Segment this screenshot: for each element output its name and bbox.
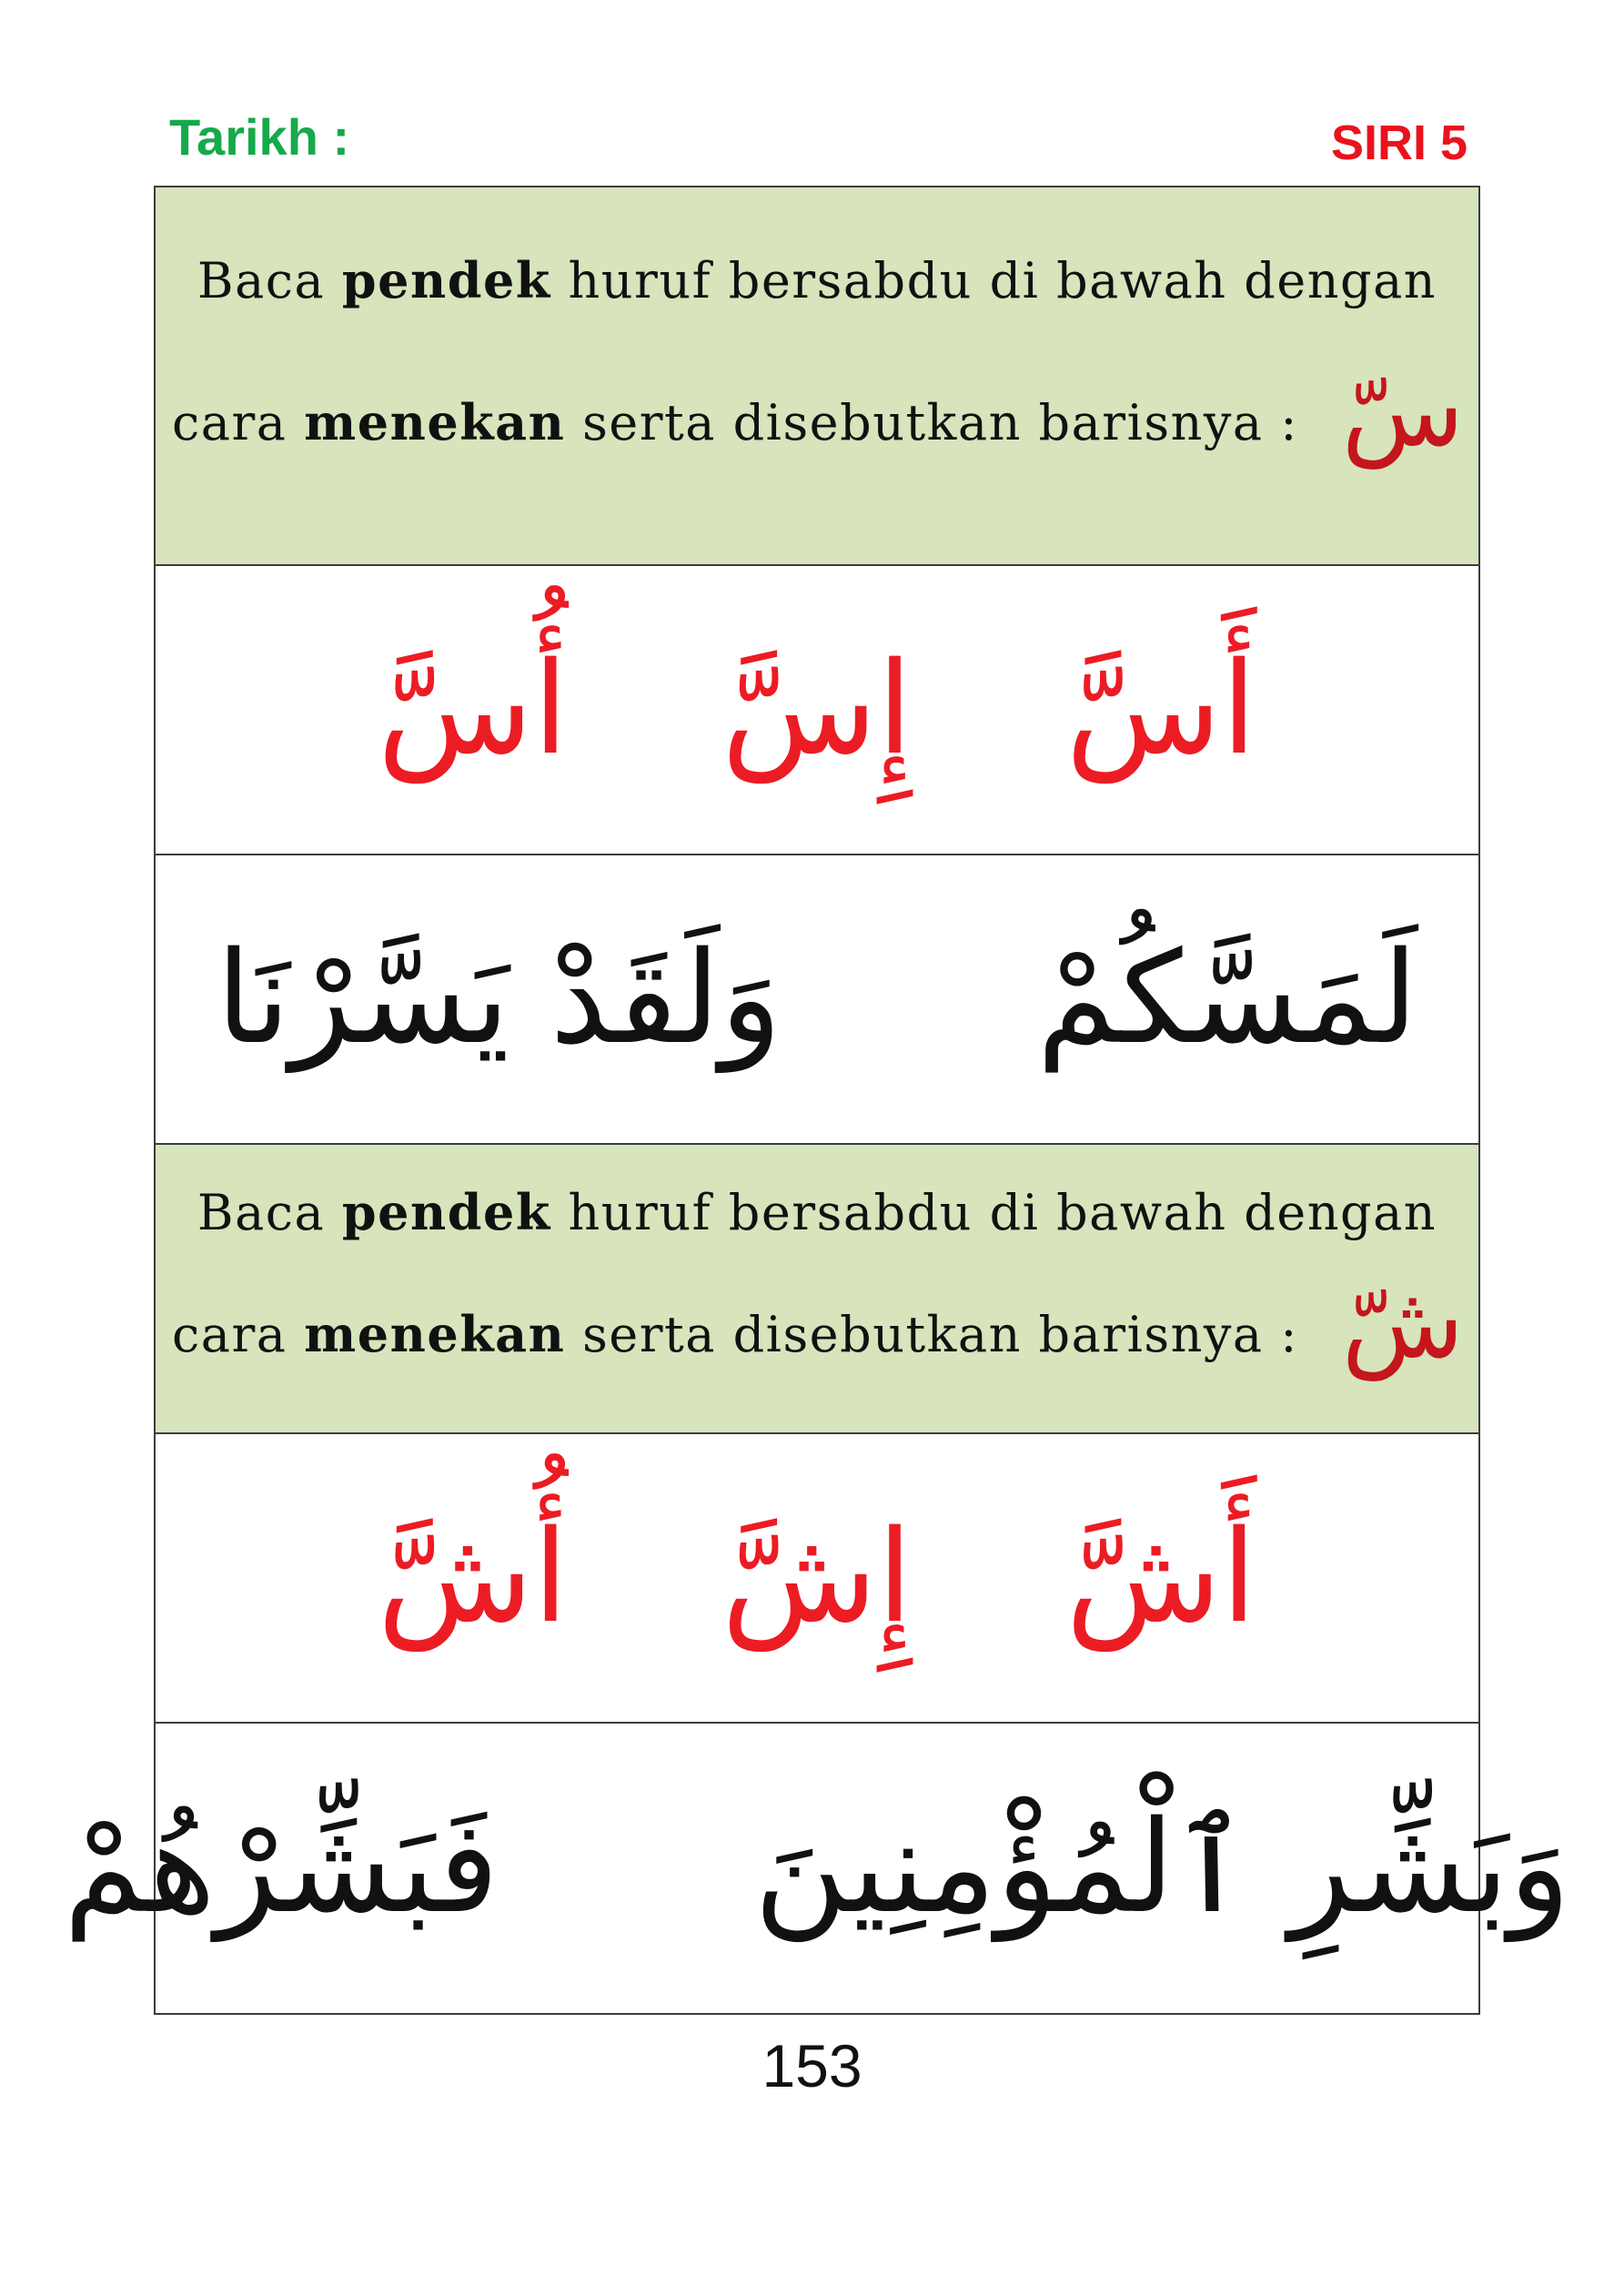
drill-row-sin	[156, 566, 1478, 855]
drill-word: أَسَّ	[1065, 635, 1257, 784]
example-row-syin	[63, 1724, 1571, 2013]
example-row-sin	[156, 855, 1478, 1145]
example-word: فَبَشِّرْهُمْ	[63, 1794, 499, 1942]
date-label: Tarikh :	[169, 108, 350, 166]
worksheet-table	[63, 186, 1571, 2015]
instruction-line-2: cara menekan serta disebutkan barisnya :	[172, 393, 1298, 451]
drill-row-syin	[156, 1434, 1478, 1724]
drill-word: إِشَّ	[721, 1503, 913, 1652]
instruction-line-2: cara menekan serta disebutkan barisnya :	[172, 1305, 1298, 1363]
bold-word-menekan: menekan	[304, 1305, 566, 1363]
bold-word-pendek: pendek	[341, 251, 551, 309]
instruction-line-1: Baca pendek huruf bersabdu di bawah dengan	[197, 1183, 1437, 1241]
example-word: وَبَشِّرِ ٱلْمُؤْمِنِينَ	[753, 1794, 1571, 1942]
target-letter-sin: سّ	[1341, 352, 1464, 469]
drill-word: أَشَّ	[1065, 1503, 1257, 1652]
example-word: وَلَقَدْ يَسَّرْنَا	[216, 925, 782, 1073]
instruction-line-1: Baca pendek huruf bersabdu di bawah dengan	[197, 251, 1437, 309]
instruction-box-syin	[156, 1145, 1478, 1434]
drill-word: أُسَّ	[377, 635, 569, 784]
bold-word-pendek: pendek	[341, 1183, 551, 1241]
drill-word: إِسَّ	[721, 635, 913, 784]
page-number: 153	[762, 2032, 862, 2099]
instruction-box-sin	[156, 187, 1478, 566]
example-word: لَمَسَّكُمْ	[1036, 925, 1418, 1073]
drill-word: أُشَّ	[377, 1503, 569, 1652]
series-label: SIRI 5	[1330, 116, 1468, 170]
target-letter-syin: شّ	[1341, 1264, 1464, 1381]
bold-word-menekan: menekan	[304, 393, 566, 451]
